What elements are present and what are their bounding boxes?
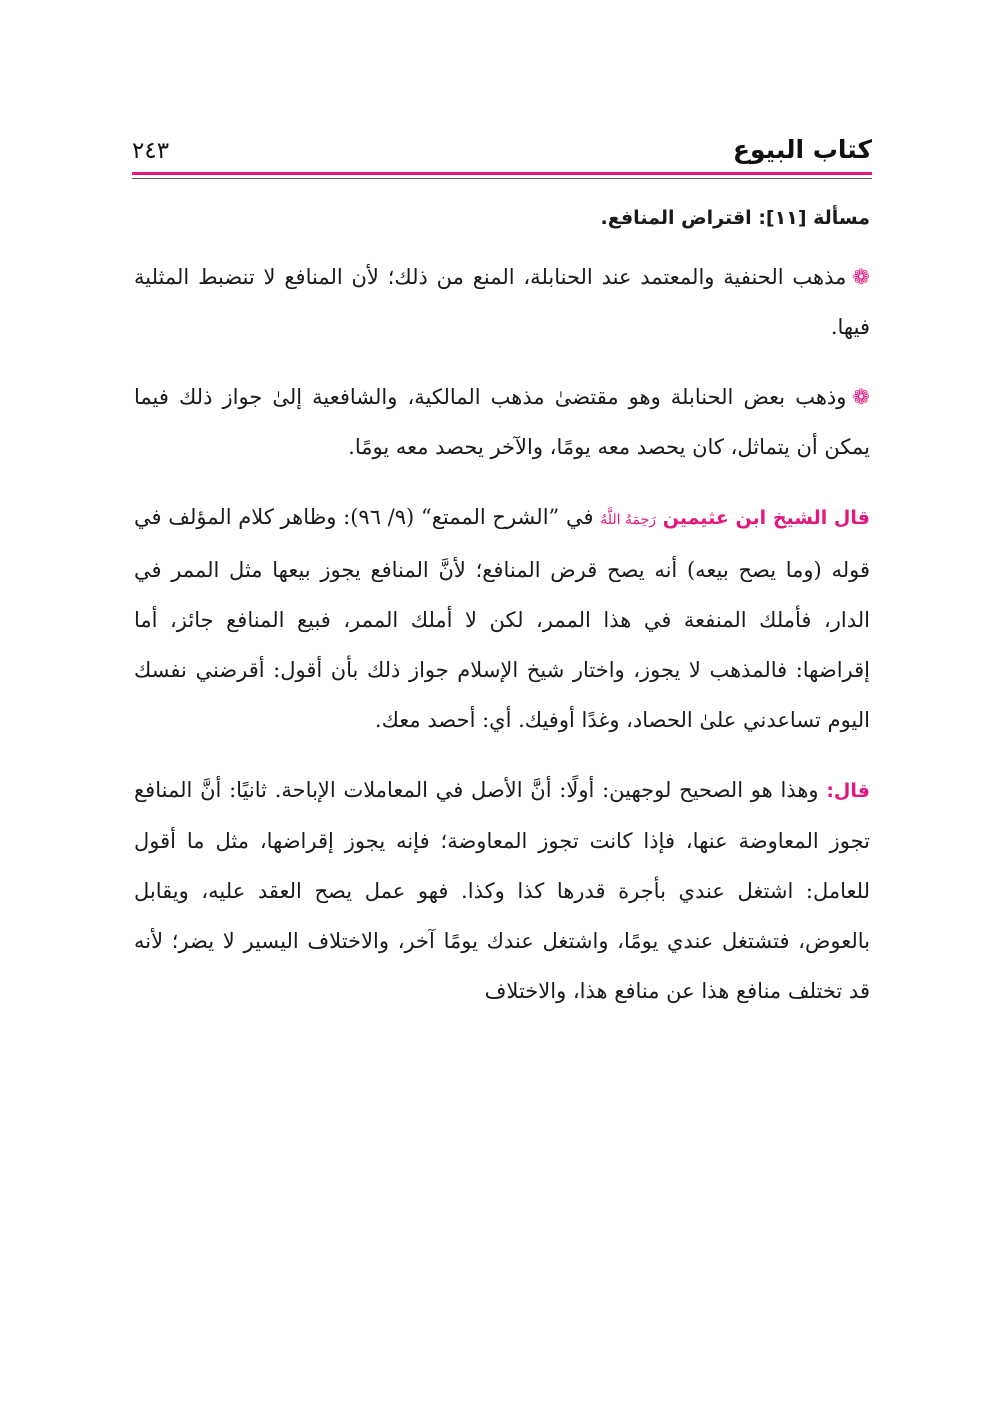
- bullet-paragraph-2: [134, 372, 870, 472]
- page-body: [134, 198, 870, 1036]
- issue-title: اقتراض المنافع.: [600, 207, 752, 229]
- bullet-text-1: مذهب الحنفية والمعتمد عند الحنابلة، المنع من ذلك؛ لأن المنافع لا تنضبط المثلية فيها.: [134, 265, 870, 339]
- header-rule-accent: [132, 172, 872, 175]
- rosette-icon: ❁: [852, 385, 870, 409]
- source-title: ”الشرح الممتع“: [420, 505, 560, 529]
- honorific: رَحِمَهُ اللَّهُ: [600, 512, 657, 528]
- bullet-text-2: وذهب بعض الحنابلة وهو مقتضىٰ مذهب المالكية، والشافعية إلىٰ جواز ذلك فيما يمكن أن يتماثل، كان يحصد معه يومًا، والآخر يحصد معه يومًا.: [134, 385, 870, 459]
- issue-heading: [134, 198, 870, 238]
- rosette-icon: ❁: [852, 265, 870, 289]
- page-number: ٢٤٣: [132, 138, 170, 164]
- issue-label: مسألة [١١]:: [758, 207, 870, 229]
- quote-text-2: وهذا هو الصحيح لوجهين: أولًا: أنَّ الأصل في المعاملات الإباحة. ثانيًا: أنَّ المنافع تجوز المعاوضة عنها، فإذا كانت تجوز المعاوضة؛ فإنه يجوز إقراضها، مثل ما أقول للعامل: اشتغل عندي بأجرة قدرها كذا وكذا. فهو عمل يصح العقد عليه، ويقابل بالعوض، فتشتغل عندي يومًا، واشتغل عندك يومًا آخر، والاختلاف اليسير لا يضر؛ لأنه قد تختلف منافع هذا عن منافع هذا، والاختلاف: [134, 778, 870, 1003]
- header-rule: [132, 178, 872, 179]
- quote-speaker-2: قال:: [826, 780, 870, 802]
- bullet-paragraph-1: [134, 252, 870, 352]
- quote-speaker-1: قال الشيخ ابن عثيمين: [662, 507, 870, 529]
- page-header: [132, 120, 872, 164]
- source-prefix: في: [565, 505, 594, 529]
- quote-paragraph-1: [134, 492, 870, 745]
- quote-text-1: (٩/ ٩٦): وظاهر كلام المؤلف في قوله (وما يصح بيعه) أنه يصح قرض المنافع؛ لأنَّ المنافع يجوز بيعها مثل الممر في الدار، فأملك المنفعة في هذا الممر، لكن لا أملك الممر، فبيع المنافع جائز، أما إقراضها: فالمذهب لا يجوز، واختار شيخ الإسلام جواز ذلك بأن أقول: أقرضني نفسك اليوم تساعدني علىٰ الحصاد، وغدًا أوفيك. أي: أحصد معك.: [134, 505, 870, 732]
- book-title: كتاب البيوع: [732, 135, 872, 164]
- quote-paragraph-2: [134, 765, 870, 1016]
